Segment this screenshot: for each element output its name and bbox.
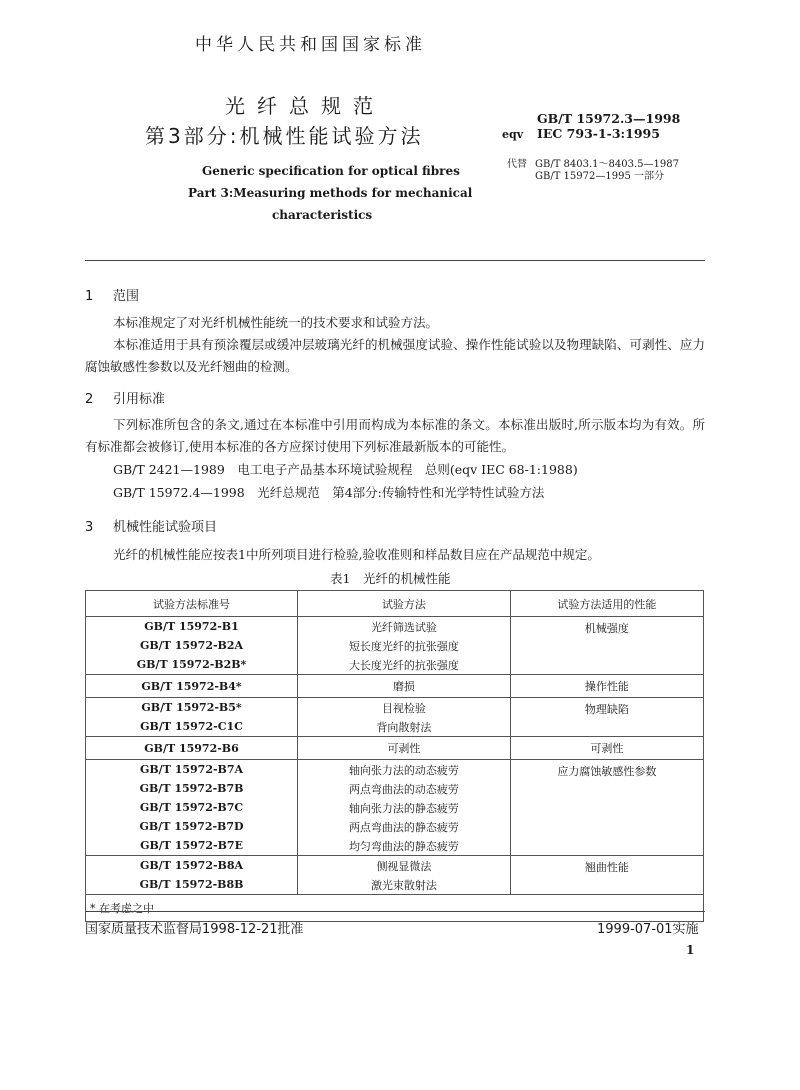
table-cell-method: 激光束散射法	[298, 875, 511, 895]
table-cell-method: 大长度光纤的抗张强度	[298, 655, 511, 675]
table-header-cell: 试验方法适用的性能	[510, 591, 703, 617]
table-cell-method: 侧视显微法	[298, 856, 511, 876]
table-cell-method: 两点弯曲法的动态疲劳	[298, 779, 511, 798]
table-cell-method-code: GB/T 15972-B1	[86, 617, 298, 637]
title-en-3: characteristics	[272, 208, 373, 222]
table-header-row	[86, 591, 704, 617]
table-row	[86, 737, 704, 760]
table-header-cell: 试验方法	[298, 591, 511, 617]
table-cell-property: 应力腐蚀敏感性参数	[510, 760, 703, 856]
header-divider	[85, 260, 705, 261]
table-cell-property: 操作性能	[510, 675, 703, 698]
table-cell-method: 背向散射法	[298, 717, 511, 737]
table-cell-method: 短长度光纤的抗张强度	[298, 636, 511, 655]
title-cn-part: 第3部分:机械性能试验方法	[145, 124, 424, 148]
table-cell-method-code: GB/T 15972-B7E	[86, 836, 298, 856]
table-note: * 在考虑之中	[86, 895, 704, 922]
table-cell-method-code: GB/T 15972-B7A	[86, 760, 298, 780]
title-en-1: Generic specification for optical fibres	[202, 164, 460, 178]
section-2-heading	[85, 388, 165, 407]
table-cell-method-code: GB/T 15972-B2A	[86, 636, 298, 655]
section-1-heading	[85, 285, 139, 304]
table-cell-method: 两点弯曲法的静态疲劳	[298, 817, 511, 836]
table-cell-method: 轴向张力法的静态疲劳	[298, 798, 511, 817]
table-cell-property: 机械强度	[510, 617, 703, 675]
table-cell-method-code: GB/T 15972-B2B*	[86, 655, 298, 675]
standard-number: GB/T 15972.3—1998	[537, 111, 681, 126]
section-3-number: 3	[85, 520, 94, 535]
table-cell-method: 目视检验	[298, 698, 511, 718]
table-cell-method: 可剥性	[298, 737, 511, 760]
mechanical-properties-table	[85, 590, 704, 922]
section-1-paragraph-2: 本标准适用于具有预涂覆层或缓冲层玻璃光纤的机械强度试验、操作性能试验以及物理缺陷、可剥性、应力腐蚀敏感性参数以及光纤翘曲的检测。	[85, 337, 705, 374]
table-cell-method: 轴向张力法的动态疲劳	[298, 760, 511, 780]
effective-date: 1999-07-01实施	[597, 922, 699, 937]
table-caption: 表1 光纤的机械性能	[330, 571, 451, 586]
table-cell-method-code: GB/T 15972-B7C	[86, 798, 298, 817]
national-standard-header: 中华人民共和国国家标准	[195, 35, 426, 55]
reference-1: GB/T 2421—1989 电工电子产品基本环境试验规程 总则(eqv IEC 68-1:1988)	[113, 462, 578, 477]
approval-text: 国家质量技术监督局1998-12-21批准	[85, 922, 304, 937]
section-2-title: 引用标准	[113, 392, 166, 407]
table-cell-method-code: GB/T 15972-B7B	[86, 779, 298, 798]
table-cell-property: 物理缺陷	[510, 698, 703, 737]
replace-label: 代替	[507, 159, 527, 170]
table-cell-property: 可剥性	[510, 737, 703, 760]
section-1-number: 1	[85, 289, 94, 304]
section-3-paragraph-1: 光纤的机械性能应按表1中所列项目进行检验,验收准则和样品数目应在产品规范中规定。	[113, 547, 600, 562]
section-3-heading	[85, 516, 217, 535]
table-cell-method-code: GB/T 15972-B8B	[86, 875, 298, 895]
section-2-paragraph-1: 下列标准所包含的条文,通过在本标准中引用而构成为本标准的条文。本标准出版时,所示版本均为有效。所有标准都会被修订,使用本标准的各方应探讨使用下列标准最新版本的可能性。	[85, 417, 705, 454]
section-1-title: 范围	[113, 289, 140, 304]
table-row	[86, 698, 704, 718]
table-cell-method-code: GB/T 15972-B7D	[86, 817, 298, 836]
eqv-label: eqv	[502, 128, 524, 141]
table-row	[86, 675, 704, 698]
table-cell-method-code: GB/T 15972-B4*	[86, 675, 298, 698]
table-row	[86, 856, 704, 876]
footer-divider	[85, 911, 705, 912]
section-3-title: 机械性能试验项目	[113, 520, 218, 535]
section-1-paragraph-1: 本标准规定了对光纤机械性能统一的技术要求和试验方法。	[113, 315, 439, 330]
title-en-2: Part 3:Measuring methods for mechanical	[188, 186, 473, 200]
table-cell-method-code: GB/T 15972-B6	[86, 737, 298, 760]
page-number: 1	[686, 943, 695, 957]
table-header-cell: 试验方法标准号	[86, 591, 298, 617]
replaced-standard-1: GB/T 8403.1～8403.5—1987	[535, 159, 679, 170]
table-cell-method-code: GB/T 15972-B8A	[86, 856, 298, 876]
table-cell-method: 均匀弯曲法的静态疲劳	[298, 836, 511, 856]
table-row	[86, 617, 704, 637]
reference-2: GB/T 15972.4—1998 光纤总规范 第4部分:传输特性和光学特性试验方法	[113, 485, 545, 500]
table-cell-method: 光纤筛选试验	[298, 617, 511, 637]
table-row	[86, 760, 704, 780]
replaced-standard-2: GB/T 15972—1995 一部分	[535, 171, 664, 182]
table-cell-property: 翘曲性能	[510, 856, 703, 895]
table-cell-method: 磨损	[298, 675, 511, 698]
eqv-standard: IEC 793-1-3:1995	[537, 126, 660, 141]
section-2-number: 2	[85, 392, 94, 407]
table-cell-method-code: GB/T 15972-C1C	[86, 717, 298, 737]
title-cn-main: 光纤总规范	[225, 94, 385, 118]
table-cell-method-code: GB/T 15972-B5*	[86, 698, 298, 718]
